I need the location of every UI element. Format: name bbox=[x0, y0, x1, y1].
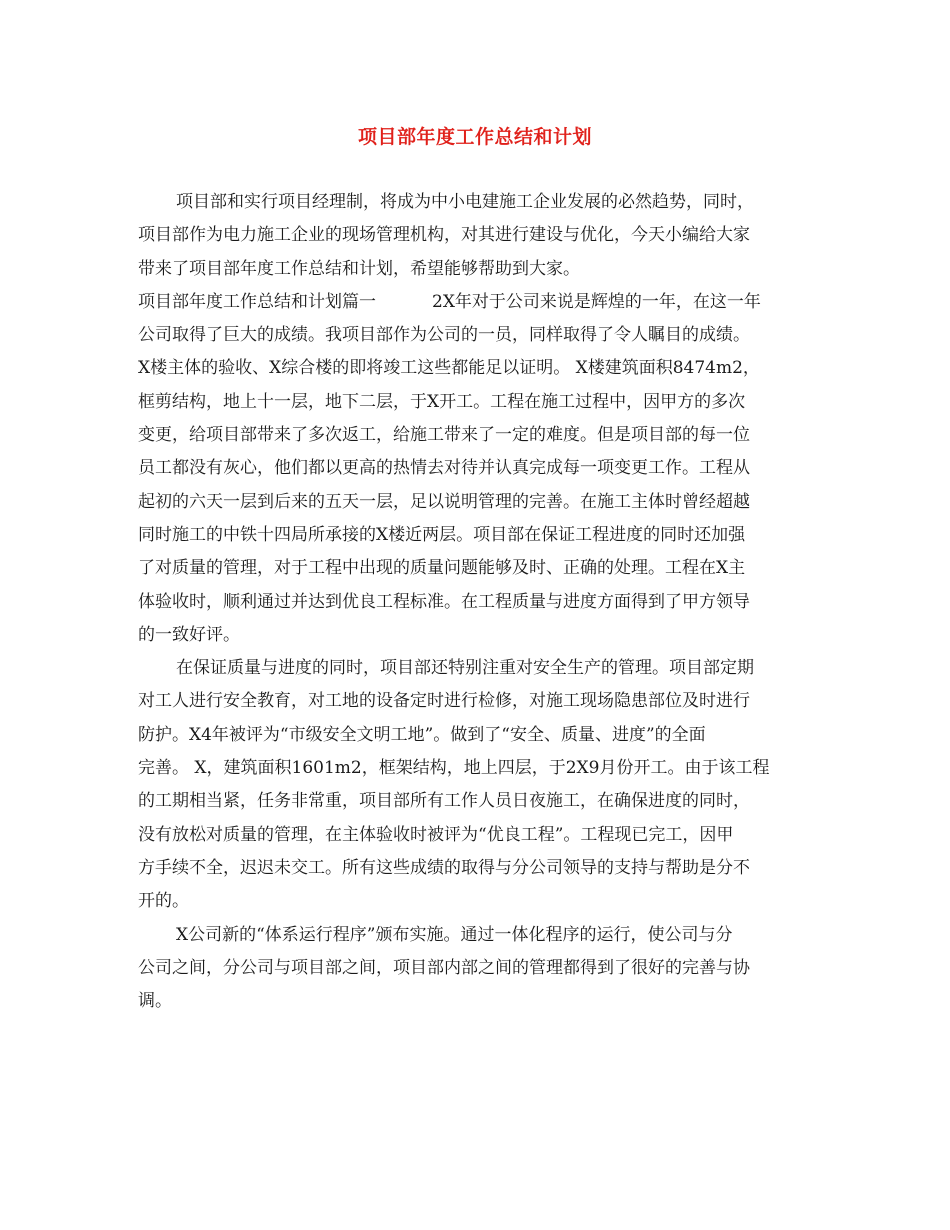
text-fragment: 2X年对于公司来说是辉煌的一年，在这一年 bbox=[432, 291, 761, 312]
text-line: 起初的六天一层到后来的五天一层，足以说明管理的完善。在施工主体时曾经超越 bbox=[138, 491, 750, 512]
text-line: 在保证质量与进度的同时，项目部还特别注重对安全生产的管理。项目部定期 bbox=[176, 658, 754, 679]
text-line: 变更，给项目部带来了多次返工，给施工带来了一定的难度。但是项目部的每一位 bbox=[138, 425, 750, 446]
text-line: 框剪结构，地上十一层，地下二层，于X开工。工程在施工过程中，因甲方的多次 bbox=[138, 391, 746, 412]
text-line: 开的。 bbox=[138, 891, 189, 912]
text-line: 调。 bbox=[138, 991, 172, 1012]
text-line: 没有放松对质量的管理，在主体验收时被评为“优良工程”。工程现已完工，因甲 bbox=[138, 824, 734, 845]
text-line: 的一致好评。 bbox=[138, 624, 240, 645]
page-title: 项目部年度工作总结和计划 bbox=[357, 126, 592, 148]
text-line: 项目部和实行项目经理制，将成为中小电建施工企业发展的必然趋势，同时， bbox=[176, 192, 754, 212]
text-line: 方手续不全，迟迟未交工。所有这些成绩的取得与分公司领导的支持与帮助是分不 bbox=[138, 857, 750, 878]
section-heading: 项目部年度工作总结和计划篇一 bbox=[138, 291, 376, 312]
text-line: X楼主体的验收、X综合楼的即将竣工这些都能足以证明。 X楼建筑面积8474m2， bbox=[138, 358, 760, 379]
text-line: 对工人进行安全教育，对工地的设备定时进行检修，对施工现场隐患部位及时进行 bbox=[138, 691, 750, 712]
text-line: 带来了项目部年度工作总结和计划，希望能够帮助到大家。 bbox=[138, 258, 580, 279]
text-line: 完善。 X，建筑面积1601m2，框架结构，地上四层，于2X9月份开工。由于该工程 bbox=[138, 758, 770, 779]
text-line: 了对质量的管理，对于工程中出现的质量问题能够及时、正确的处理。工程在X主 bbox=[138, 558, 746, 579]
document-body bbox=[138, 186, 818, 1018]
text-line: 公司之间，分公司与项目部之间，项目部内部之间的管理都得到了很好的完善与协 bbox=[138, 957, 750, 978]
text-line: X公司新的“体系运行程序”颁布实施。通过一体化程序的运行，使公司与分 bbox=[176, 924, 733, 945]
text-line: 员工都没有灰心，他们都以更高的热情去对待并认真完成每一项变更工作。工程从 bbox=[138, 458, 750, 479]
text-line: 同时施工的中铁十四局所承接的X楼近两层。项目部在保证工程进度的同时还加强 bbox=[138, 524, 746, 545]
text-line: 的工期相当紧，任务非常重，项目部所有工作人员日夜施工，在确保进度的同时， bbox=[138, 791, 750, 812]
text-line: 体验收时，顺利通过并达到优良工程标准。在工程质量与进度方面得到了甲方领导 bbox=[138, 591, 750, 612]
text-line: 防护。X4年被评为“市级安全文明工地”。做到了“安全、质量、进度”的全面 bbox=[138, 724, 706, 745]
text-line-section-heading bbox=[138, 286, 818, 319]
text-line: 公司取得了巨大的成绩。我项目部作为公司的一员，同样取得了令人瞩目的成绩。 bbox=[138, 325, 750, 346]
text-line: 项目部作为电力施工企业的现场管理机构，对其进行建设与优化，今天小编给大家 bbox=[138, 225, 750, 246]
